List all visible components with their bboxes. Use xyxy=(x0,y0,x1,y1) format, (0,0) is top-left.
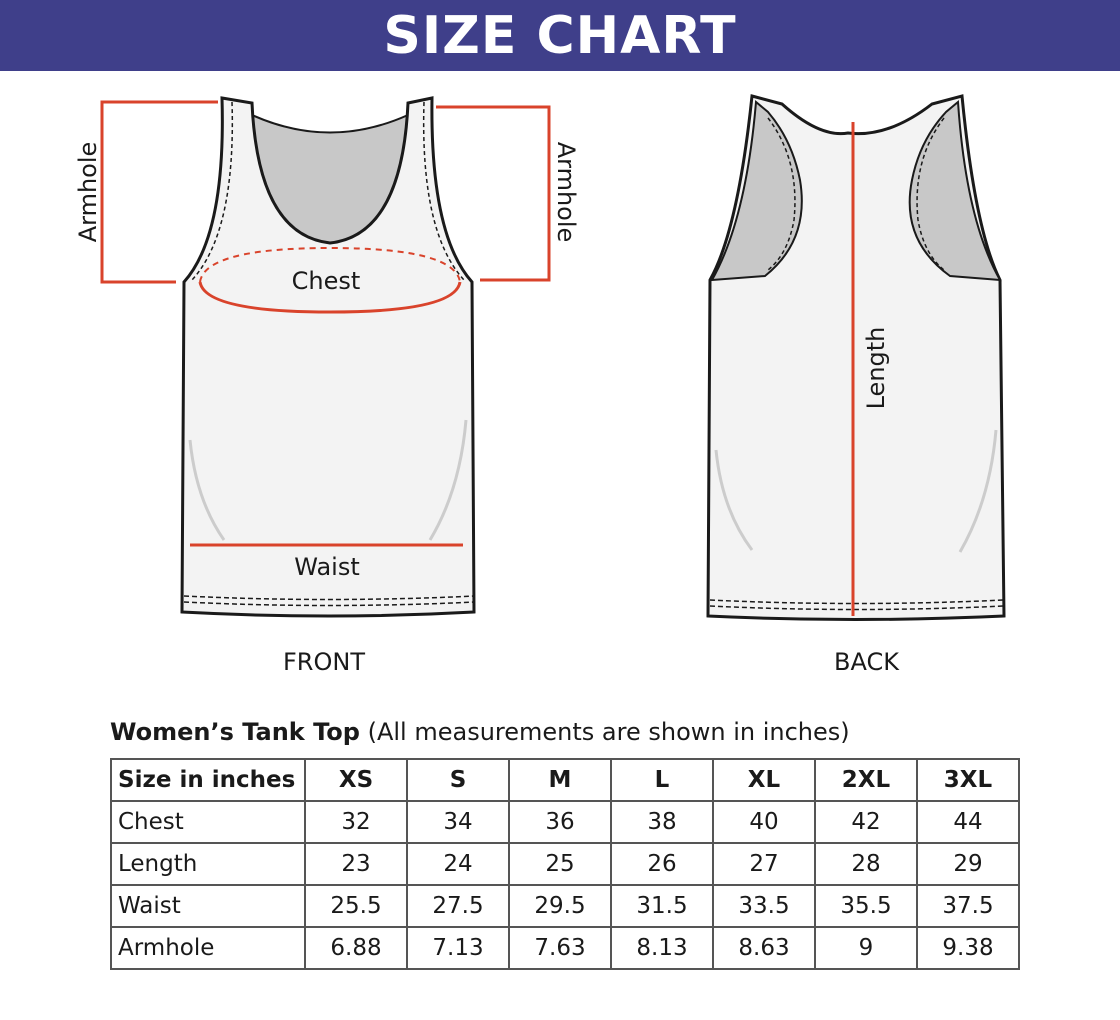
table-cell: 34 xyxy=(407,801,509,843)
table-cell: 23 xyxy=(305,843,407,885)
table-cell: 7.63 xyxy=(509,927,611,969)
armhole-label-right: Armhole xyxy=(552,141,580,243)
table-cell: 8.13 xyxy=(611,927,713,969)
table-cell: 28 xyxy=(815,843,917,885)
header-banner xyxy=(0,0,1120,71)
table-cell: 37.5 xyxy=(917,885,1019,927)
table-title-product: Women’s Tank Top xyxy=(110,718,360,746)
table-cell: 33.5 xyxy=(713,885,815,927)
armhole-label-left: Armhole xyxy=(74,141,102,243)
table-cell: 32 xyxy=(305,801,407,843)
waist-label: Waist xyxy=(294,553,360,581)
front-view-label: FRONT xyxy=(283,648,365,676)
table-row xyxy=(111,843,1019,885)
table-cell: 38 xyxy=(611,801,713,843)
header-size-xl: XL xyxy=(713,759,815,801)
table-cell: 26 xyxy=(611,843,713,885)
size-table xyxy=(110,758,1020,970)
table-cell: 42 xyxy=(815,801,917,843)
table-cell: 36 xyxy=(509,801,611,843)
table-cell: 29 xyxy=(917,843,1019,885)
header-size-2xl: 2XL xyxy=(815,759,917,801)
page-title: SIZE CHART xyxy=(383,5,737,66)
table-row xyxy=(111,801,1019,843)
table-cell: 27 xyxy=(713,843,815,885)
table-cell: 7.13 xyxy=(407,927,509,969)
back-view-label: BACK xyxy=(834,648,899,676)
tank-top-diagram xyxy=(0,71,1120,641)
table-cell: 25.5 xyxy=(305,885,407,927)
table-cell: 29.5 xyxy=(509,885,611,927)
table-cell: 44 xyxy=(917,801,1019,843)
front-tank-illustration xyxy=(182,98,474,616)
chest-label: Chest xyxy=(291,267,361,295)
table-cell: 9.38 xyxy=(917,927,1019,969)
table-title-note: (All measurements are shown in inches) xyxy=(359,718,850,746)
table-cell: 27.5 xyxy=(407,885,509,927)
table-cell: 31.5 xyxy=(611,885,713,927)
header-size-in-inches: Size in inches xyxy=(111,759,305,801)
row-label-chest: Chest xyxy=(111,801,305,843)
table-cell: 9 xyxy=(815,927,917,969)
table-cell: 40 xyxy=(713,801,815,843)
header-size-xs: XS xyxy=(305,759,407,801)
table-title xyxy=(110,718,850,746)
header-size-s: S xyxy=(407,759,509,801)
row-label-waist: Waist xyxy=(111,885,305,927)
row-label-length: Length xyxy=(111,843,305,885)
table-cell: 24 xyxy=(407,843,509,885)
header-size-l: L xyxy=(611,759,713,801)
header-size-m: M xyxy=(509,759,611,801)
table-row xyxy=(111,885,1019,927)
table-cell: 25 xyxy=(509,843,611,885)
table-header-row xyxy=(111,759,1019,801)
table-row xyxy=(111,927,1019,969)
back-tank-illustration xyxy=(708,96,1004,620)
header-size-3xl: 3XL xyxy=(917,759,1019,801)
table-cell: 8.63 xyxy=(713,927,815,969)
table-cell: 35.5 xyxy=(815,885,917,927)
row-label-armhole: Armhole xyxy=(111,927,305,969)
table-cell: 6.88 xyxy=(305,927,407,969)
length-label: Length xyxy=(862,326,890,410)
